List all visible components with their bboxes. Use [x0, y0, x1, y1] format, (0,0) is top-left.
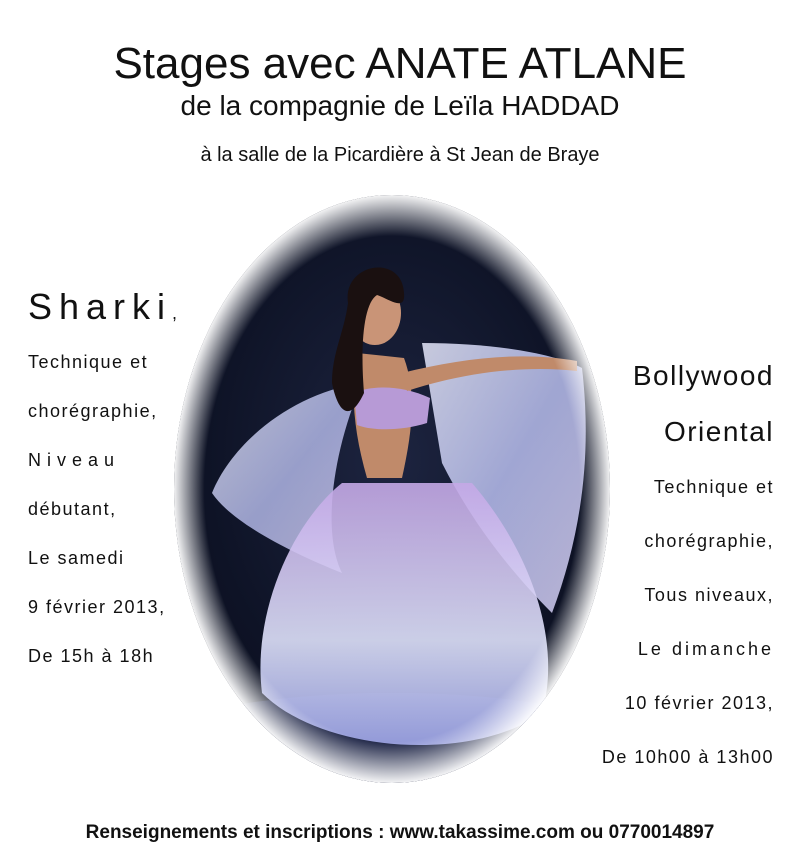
sharki-comma: , — [172, 303, 178, 323]
contact-footer: Renseignements et inscriptions : www.takassime.com ou 0770014897 — [85, 822, 715, 843]
right-line: 10 février 2013, — [624, 693, 774, 713]
venue-line: à la salle de la Picardière à St Jean de Braye — [200, 144, 600, 166]
company-subtitle: de la compagnie de Leïla HADDAD — [180, 90, 620, 121]
left-line: De 15h à 18h — [28, 646, 155, 666]
sharki-style: Sharki — [28, 286, 173, 327]
left-line: chorégraphie, — [28, 401, 158, 421]
bollywood-heading: Bollywood — [632, 360, 774, 391]
left-line: Le samedi — [28, 548, 125, 568]
poster-title: Stages avec ANATE ATLANE — [113, 39, 687, 88]
right-line: De 10h00 à 13h00 — [601, 747, 774, 767]
left-workshop — [28, 282, 228, 681]
left-line: Technique et — [28, 352, 149, 372]
right-workshop — [534, 348, 774, 784]
right-line: Technique et — [653, 477, 774, 497]
right-line: chorégraphie, — [644, 531, 774, 551]
left-line: débutant, — [28, 499, 117, 519]
right-line: Tous niveaux, — [644, 585, 774, 605]
oriental-heading: Oriental — [663, 416, 774, 447]
sharki-heading — [28, 282, 228, 338]
left-line: Niveau — [28, 450, 121, 470]
right-line: Le dimanche — [637, 639, 774, 659]
left-line: 9 février 2013, — [28, 597, 166, 617]
